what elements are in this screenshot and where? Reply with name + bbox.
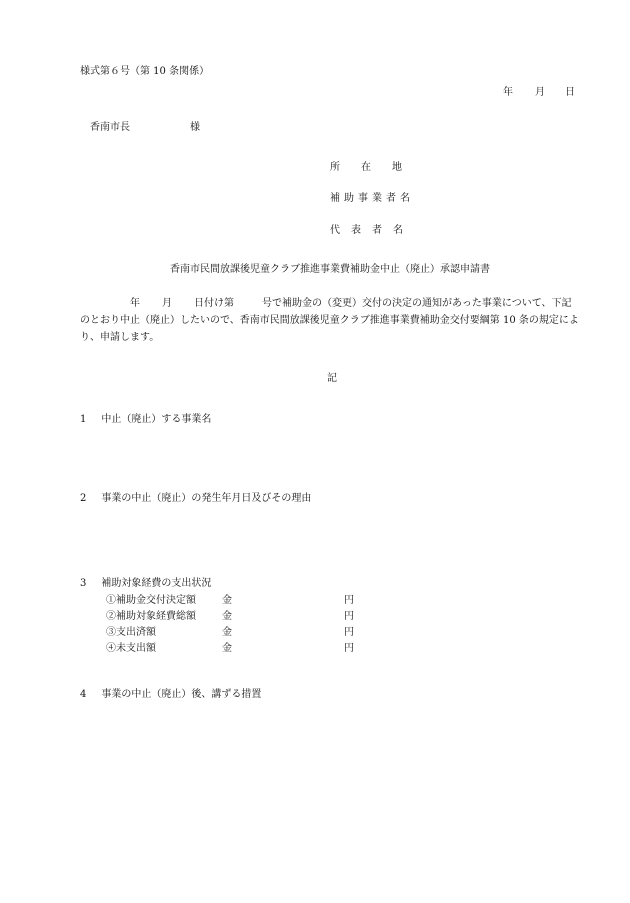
ki-heading: 記 [327,373,337,384]
addressee-name: 香南市長 [90,122,130,133]
section-label: 事業の中止（廃止）後、講ずる措置 [101,689,262,700]
operator-label: 補助事業者名 [330,193,414,204]
section-1 [80,415,211,425]
date-month: 月 [535,87,545,98]
section-label: 補助対象経費の支出状況 [101,578,212,589]
expense-prefix: 金 [222,643,232,654]
expense-label: ④未支出額 [106,643,156,654]
form-number: 様式第６号（第 10 条関係） [80,66,210,77]
section-number: 3 [80,578,87,589]
section-label: 事業の中止（廃止）の発生年月日及びその理由 [101,493,312,504]
section-number: 1 [80,414,87,425]
section-label: 中止（廃止）する事業名 [101,414,212,425]
expense-unit: 円 [344,611,354,622]
document-title: 香南市民間放課後児童クラブ推進事業費補助金中止（廃止）承認申請書 [170,264,490,275]
expense-unit: 円 [344,643,354,654]
expense-label: ①補助金交付決定額 [106,595,196,606]
expense-label: ③支出済額 [106,627,156,638]
body-paragraph [80,295,580,346]
expense-unit: 円 [344,627,354,638]
section-number: 2 [80,493,87,504]
expense-label: ②補助対象経費総額 [106,611,196,622]
date-year: 年 [503,87,513,98]
expense-prefix: 金 [222,627,232,638]
body-year: 年 [130,298,140,309]
body-text: 号で補助金の（変更）交付の決定の通知があった事業について、下記のとおり中止（廃止）したいので、香南市民間放課後児童クラブ推進事業費補助金交付要綱第 10 条の規定により、申請します。 [80,298,579,343]
section-4 [80,690,261,700]
date-day: 日 [565,87,575,98]
expense-unit: 円 [344,595,354,606]
expense-prefix: 金 [222,595,232,606]
section-2 [80,494,311,504]
representative-label: 代表者名 [330,225,414,236]
section-3 [80,579,211,589]
section-number: 4 [80,689,87,700]
addressee-honorific: 様 [190,122,200,133]
body-day-dated: 日付け第 [194,298,234,309]
expense-prefix: 金 [222,611,232,622]
body-month: 月 [162,298,172,309]
address-label: 所在地 [330,162,423,173]
